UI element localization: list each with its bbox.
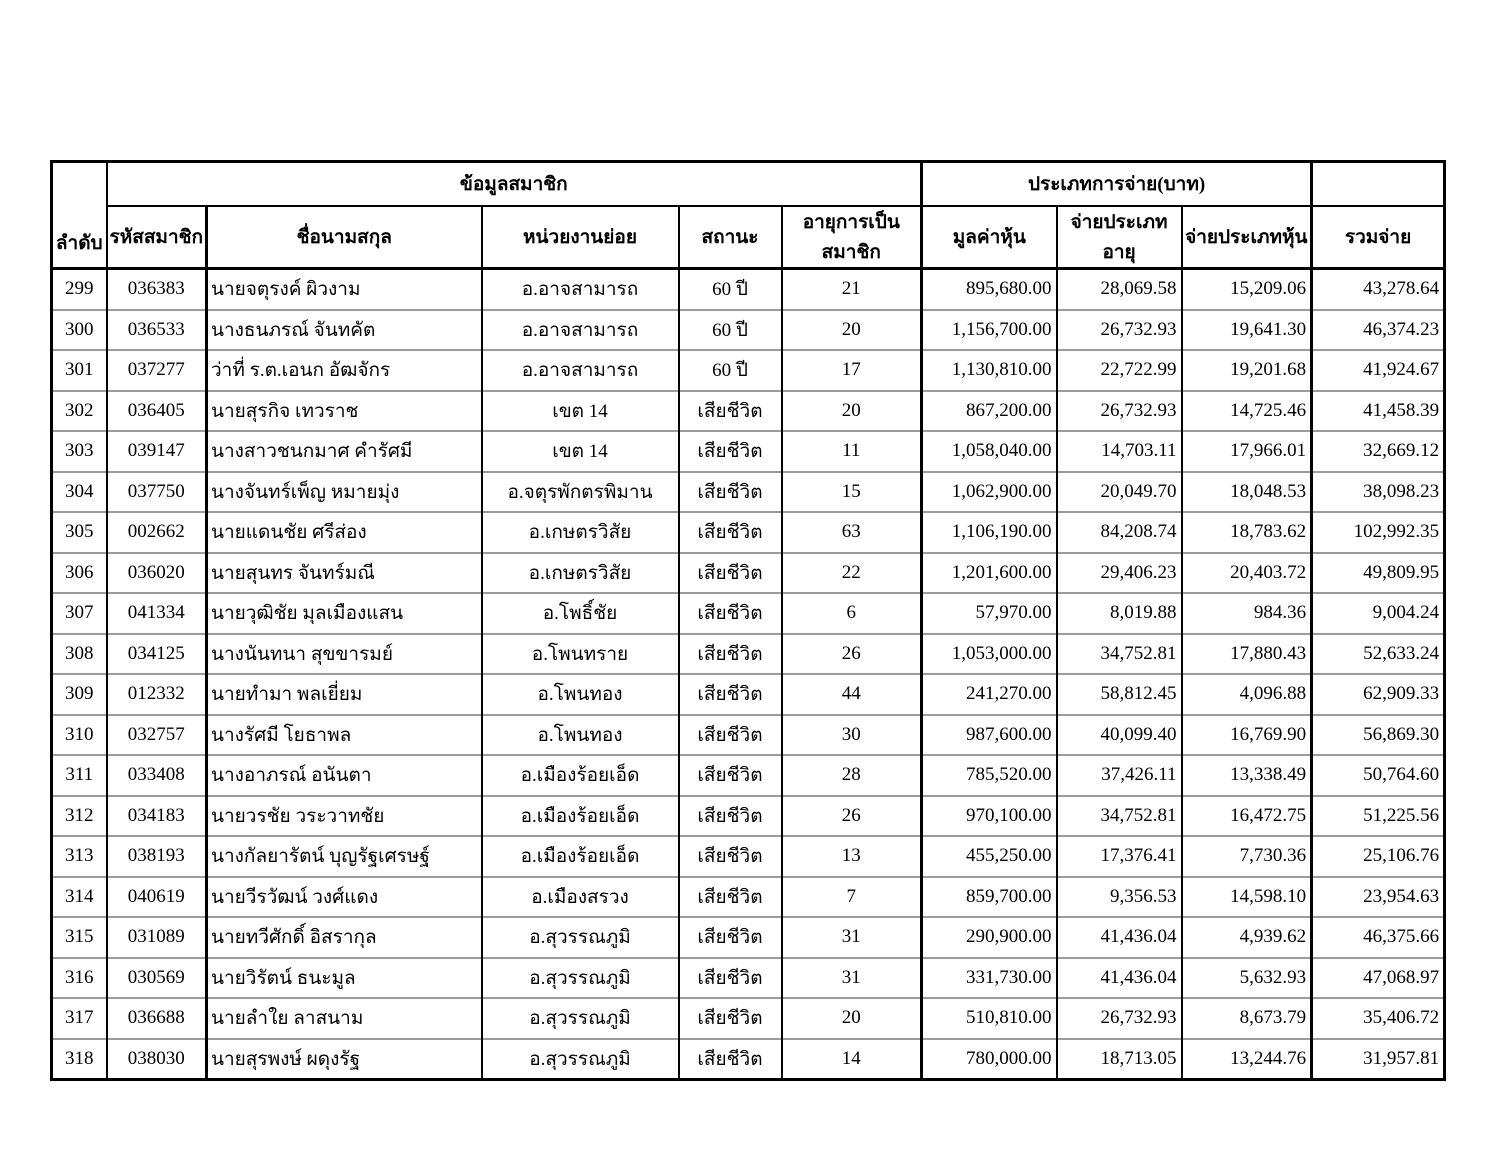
cell-member-id: 012332 [107,674,207,715]
cell-total-payment: 50,764.60 [1312,755,1445,796]
cell-membership-years: 6 [782,593,922,634]
cell-share-payment: 4,096.88 [1182,674,1312,715]
cell-share-payment: 16,769.90 [1182,715,1312,756]
cell-share-value: 970,100.00 [922,796,1057,837]
cell-name: นางสาวชนกมาศ คำรัศมี [207,431,482,472]
cell-status: เสียชีวิต [679,958,782,999]
cell-member-id: 034183 [107,796,207,837]
cell-share-payment: 8,673.79 [1182,998,1312,1039]
cell-age-payment: 26,732.93 [1057,310,1182,351]
cell-share-payment: 984.36 [1182,593,1312,634]
cell-unit: อ.โพนทราย [482,634,679,675]
cell-share-payment: 19,201.68 [1182,350,1312,391]
cell-share-payment: 18,783.62 [1182,512,1312,553]
cell-unit: อ.โพนทอง [482,715,679,756]
cell-member-id: 036020 [107,553,207,594]
cell-name: นางนันทนา สุขขารมย์ [207,634,482,675]
cell-name: นางอาภรณ์ อนันตา [207,755,482,796]
cell-total-payment: 102,992.35 [1312,512,1445,553]
table-body [52,269,1445,1080]
cell-seq: 299 [52,269,107,310]
cell-member-id: 038193 [107,836,207,877]
cell-status: เสียชีวิต [679,1039,782,1080]
column-header-total-payment: รวมจ่าย [1312,206,1445,269]
cell-seq: 305 [52,512,107,553]
cell-total-payment: 25,106.76 [1312,836,1445,877]
table-row [52,310,1445,351]
cell-status: เสียชีวิต [679,998,782,1039]
cell-share-payment: 15,209.06 [1182,269,1312,310]
cell-member-id: 039147 [107,431,207,472]
table-row [52,593,1445,634]
table-row [52,674,1445,715]
table-row [52,917,1445,958]
cell-unit: อ.เมืองสรวง [482,877,679,918]
cell-share-value: 1,156,700.00 [922,310,1057,351]
cell-age-payment: 17,376.41 [1057,836,1182,877]
table-row [52,836,1445,877]
cell-total-payment: 56,869.30 [1312,715,1445,756]
cell-total-payment: 35,406.72 [1312,998,1445,1039]
cell-seq: 303 [52,431,107,472]
cell-share-payment: 18,048.53 [1182,472,1312,513]
cell-unit: อ.อาจสามารถ [482,310,679,351]
cell-unit: อ.จตุรพักตรพิมาน [482,472,679,513]
cell-seq: 302 [52,391,107,432]
column-header-share-payment: จ่ายประเภทหุ้น [1182,206,1312,269]
cell-unit: อ.สุวรรณภูมิ [482,1039,679,1080]
cell-seq: 313 [52,836,107,877]
cell-total-payment: 46,375.66 [1312,917,1445,958]
cell-status: เสียชีวิต [679,877,782,918]
column-header-row [52,206,1445,269]
cell-share-value: 987,600.00 [922,715,1057,756]
cell-status: เสียชีวิต [679,796,782,837]
cell-membership-years: 14 [782,1039,922,1080]
cell-share-value: 1,058,040.00 [922,431,1057,472]
group-header-row [52,162,1445,207]
cell-name: นายวีรวัฒน์ วงศ์แดง [207,877,482,918]
cell-total-payment: 49,809.95 [1312,553,1445,594]
cell-share-payment: 7,730.36 [1182,836,1312,877]
cell-share-payment: 14,598.10 [1182,877,1312,918]
cell-membership-years: 30 [782,715,922,756]
cell-total-payment: 9,004.24 [1312,593,1445,634]
cell-unit: อ.เมืองร้อยเอ็ด [482,796,679,837]
column-header-status: สถานะ [679,206,782,269]
cell-membership-years: 31 [782,958,922,999]
cell-membership-years: 28 [782,755,922,796]
cell-age-payment: 37,426.11 [1057,755,1182,796]
cell-name: นายจตุรงค์ ผิวงาม [207,269,482,310]
cell-seq: 311 [52,755,107,796]
cell-membership-years: 11 [782,431,922,472]
cell-unit: อ.อาจสามารถ [482,350,679,391]
table-row [52,998,1445,1039]
cell-seq: 316 [52,958,107,999]
cell-age-payment: 26,732.93 [1057,998,1182,1039]
cell-share-payment: 4,939.62 [1182,917,1312,958]
cell-status: เสียชีวิต [679,512,782,553]
cell-status: 60 ปี [679,269,782,310]
cell-total-payment: 23,954.63 [1312,877,1445,918]
cell-share-value: 57,970.00 [922,593,1057,634]
cell-share-payment: 17,880.43 [1182,634,1312,675]
cell-age-payment: 58,812.45 [1057,674,1182,715]
cell-share-value: 1,201,600.00 [922,553,1057,594]
cell-share-payment: 13,338.49 [1182,755,1312,796]
cell-share-value: 241,270.00 [922,674,1057,715]
cell-unit: เขต 14 [482,391,679,432]
table-row [52,1039,1445,1080]
cell-seq: 314 [52,877,107,918]
cell-seq: 318 [52,1039,107,1080]
cell-name: นายวิรัตน์ ธนะมูล [207,958,482,999]
cell-seq: 315 [52,917,107,958]
cell-member-id: 038030 [107,1039,207,1080]
cell-share-value: 1,106,190.00 [922,512,1057,553]
cell-share-payment: 5,632.93 [1182,958,1312,999]
cell-age-payment: 26,732.93 [1057,391,1182,432]
cell-total-payment: 32,669.12 [1312,431,1445,472]
cell-total-payment: 41,458.39 [1312,391,1445,432]
cell-name: นายลำใย ลาสนาม [207,998,482,1039]
cell-membership-years: 20 [782,310,922,351]
cell-member-id: 002662 [107,512,207,553]
cell-share-value: 455,250.00 [922,836,1057,877]
member-payment-table [50,160,1446,1081]
cell-membership-years: 17 [782,350,922,391]
cell-membership-years: 20 [782,391,922,432]
table-row [52,553,1445,594]
table-row [52,512,1445,553]
cell-membership-years: 7 [782,877,922,918]
cell-unit: อ.สุวรรณภูมิ [482,917,679,958]
cell-share-payment: 16,472.75 [1182,796,1312,837]
table-row [52,634,1445,675]
column-header-seq: ลำดับ [52,162,107,269]
cell-share-value: 331,730.00 [922,958,1057,999]
cell-member-id: 036688 [107,998,207,1039]
cell-member-id: 032757 [107,715,207,756]
cell-total-payment: 31,957.81 [1312,1039,1445,1080]
cell-age-payment: 84,208.74 [1057,512,1182,553]
cell-share-value: 1,062,900.00 [922,472,1057,513]
cell-share-value: 290,900.00 [922,917,1057,958]
cell-age-payment: 22,722.99 [1057,350,1182,391]
cell-status: เสียชีวิต [679,836,782,877]
cell-seq: 304 [52,472,107,513]
cell-share-value: 780,000.00 [922,1039,1057,1080]
cell-share-value: 859,700.00 [922,877,1057,918]
cell-age-payment: 14,703.11 [1057,431,1182,472]
cell-member-id: 033408 [107,755,207,796]
cell-status: เสียชีวิต [679,674,782,715]
cell-share-payment: 14,725.46 [1182,391,1312,432]
cell-unit: อ.สุวรรณภูมิ [482,998,679,1039]
cell-total-payment: 47,068.97 [1312,958,1445,999]
cell-status: เสียชีวิต [679,755,782,796]
cell-seq: 306 [52,553,107,594]
cell-total-payment: 46,374.23 [1312,310,1445,351]
cell-seq: 317 [52,998,107,1039]
column-header-name: ชื่อนามสกุล [207,206,482,269]
cell-name: นายวรชัย วระวาทชัย [207,796,482,837]
cell-status: เสียชีวิต [679,472,782,513]
cell-unit: อ.เกษตรวิสัย [482,512,679,553]
cell-status: เสียชีวิต [679,593,782,634]
column-header-share-value: มูลค่าหุ้น [922,206,1057,269]
cell-share-value: 510,810.00 [922,998,1057,1039]
cell-age-payment: 34,752.81 [1057,634,1182,675]
cell-total-payment: 38,098.23 [1312,472,1445,513]
cell-member-id: 031089 [107,917,207,958]
cell-seq: 301 [52,350,107,391]
cell-seq: 307 [52,593,107,634]
cell-age-payment: 20,049.70 [1057,472,1182,513]
cell-name: นายทำมา พลเยี่ยม [207,674,482,715]
cell-membership-years: 26 [782,634,922,675]
table-row [52,350,1445,391]
table-row [52,472,1445,513]
cell-age-payment: 41,436.04 [1057,917,1182,958]
cell-member-id: 041334 [107,593,207,634]
cell-status: เสียชีวิต [679,917,782,958]
table-row [52,431,1445,472]
table-row [52,958,1445,999]
group-header-payment-type: ประเภทการจ่าย(บาท) [922,162,1312,207]
cell-member-id: 034125 [107,634,207,675]
cell-share-value: 1,053,000.00 [922,634,1057,675]
cell-share-value: 867,200.00 [922,391,1057,432]
group-header-empty [1312,162,1445,207]
cell-seq: 312 [52,796,107,837]
cell-member-id: 030569 [107,958,207,999]
cell-member-id: 036533 [107,310,207,351]
cell-name: นายสุรพงษ์ ผดุงรัฐ [207,1039,482,1080]
cell-unit: อ.เมืองร้อยเอ็ด [482,755,679,796]
cell-membership-years: 13 [782,836,922,877]
cell-status: เสียชีวิต [679,431,782,472]
column-header-age-payment: จ่ายประเภทอายุ [1057,206,1182,269]
cell-share-payment: 20,403.72 [1182,553,1312,594]
table-row [52,391,1445,432]
cell-unit: อ.โพนทอง [482,674,679,715]
cell-member-id: 037277 [107,350,207,391]
cell-membership-years: 21 [782,269,922,310]
cell-share-payment: 17,966.01 [1182,431,1312,472]
cell-membership-years: 15 [782,472,922,513]
cell-name: นายสุรกิจ เทวราช [207,391,482,432]
cell-name: นางกัลยารัตน์ บุญรัฐเศรษฐ์ [207,836,482,877]
cell-seq: 300 [52,310,107,351]
cell-unit: อ.อาจสามารถ [482,269,679,310]
cell-share-value: 785,520.00 [922,755,1057,796]
cell-seq: 310 [52,715,107,756]
cell-status: เสียชีวิต [679,553,782,594]
cell-age-payment: 8,019.88 [1057,593,1182,634]
cell-seq: 308 [52,634,107,675]
table-row [52,796,1445,837]
group-header-member-info: ข้อมูลสมาชิก [107,162,922,207]
cell-name: นางจันทร์เพ็ญ หมายมุ่ง [207,472,482,513]
cell-unit: อ.เกษตรวิสัย [482,553,679,594]
cell-name: นางธนภรณ์ จันทคัต [207,310,482,351]
cell-membership-years: 22 [782,553,922,594]
cell-age-payment: 34,752.81 [1057,796,1182,837]
cell-total-payment: 51,225.56 [1312,796,1445,837]
cell-name: ว่าที่ ร.ต.เอนก อัฒจักร [207,350,482,391]
cell-status: เสียชีวิต [679,391,782,432]
cell-share-value: 895,680.00 [922,269,1057,310]
cell-unit: อ.โพธิ์ชัย [482,593,679,634]
cell-total-payment: 62,909.33 [1312,674,1445,715]
cell-name: นางรัศมี โยธาพล [207,715,482,756]
cell-name: นายทวีศักดิ์ อิสรากุล [207,917,482,958]
cell-total-payment: 52,633.24 [1312,634,1445,675]
cell-age-payment: 29,406.23 [1057,553,1182,594]
cell-status: 60 ปี [679,350,782,391]
cell-status: เสียชีวิต [679,715,782,756]
cell-share-payment: 19,641.30 [1182,310,1312,351]
column-header-unit: หน่วยงานย่อย [482,206,679,269]
cell-age-payment: 41,436.04 [1057,958,1182,999]
table-row [52,877,1445,918]
cell-member-id: 037750 [107,472,207,513]
cell-membership-years: 20 [782,998,922,1039]
cell-member-id: 036405 [107,391,207,432]
cell-name: นายแดนชัย ศรีส่อง [207,512,482,553]
cell-membership-years: 63 [782,512,922,553]
cell-membership-years: 31 [782,917,922,958]
table-row [52,755,1445,796]
cell-unit: เขต 14 [482,431,679,472]
column-header-membership-years: อายุการเป็นสมาชิก [782,206,922,269]
table-row [52,269,1445,310]
cell-name: นายวุฒิชัย มุลเมืองแสน [207,593,482,634]
cell-membership-years: 26 [782,796,922,837]
cell-age-payment: 18,713.05 [1057,1039,1182,1080]
cell-age-payment: 40,099.40 [1057,715,1182,756]
cell-age-payment: 28,069.58 [1057,269,1182,310]
cell-share-value: 1,130,810.00 [922,350,1057,391]
cell-total-payment: 43,278.64 [1312,269,1445,310]
cell-unit: อ.เมืองร้อยเอ็ด [482,836,679,877]
cell-status: เสียชีวิต [679,634,782,675]
cell-member-id: 040619 [107,877,207,918]
cell-seq: 309 [52,674,107,715]
table-row [52,715,1445,756]
cell-name: นายสุนทร จันทร์มณี [207,553,482,594]
cell-status: 60 ปี [679,310,782,351]
cell-membership-years: 44 [782,674,922,715]
cell-unit: อ.สุวรรณภูมิ [482,958,679,999]
cell-total-payment: 41,924.67 [1312,350,1445,391]
table-header [52,162,1445,269]
cell-share-payment: 13,244.76 [1182,1039,1312,1080]
cell-member-id: 036383 [107,269,207,310]
cell-age-payment: 9,356.53 [1057,877,1182,918]
column-header-member-id: รหัสสมาชิก [107,206,207,269]
